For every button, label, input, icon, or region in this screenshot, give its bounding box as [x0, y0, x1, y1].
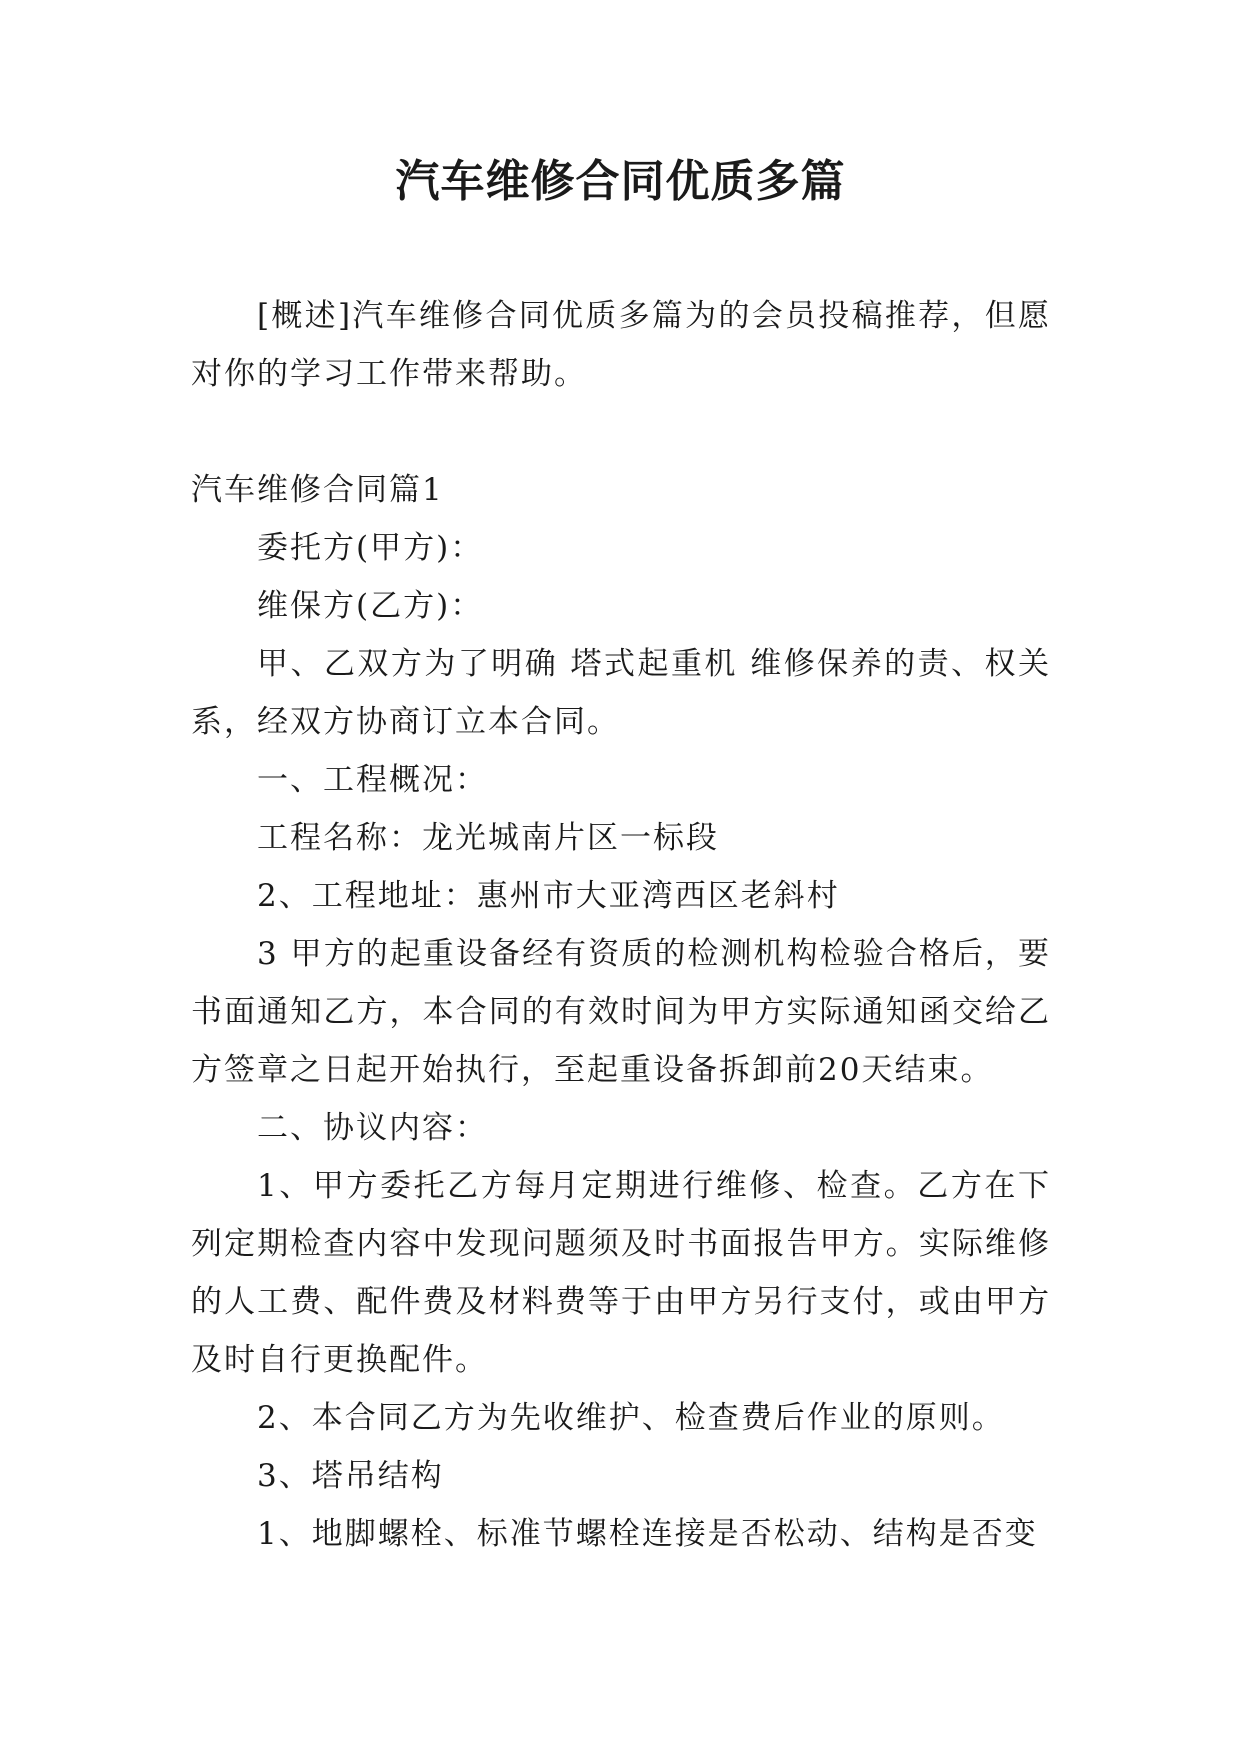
summary-paragraph: [概述]汽车维修合同优质多篇为的会员投稿推荐，但愿对你的学习工作带来帮助。: [191, 298, 1051, 392]
paragraph-project-name: 工程名称：龙光城南片区一标段: [257, 820, 719, 856]
paragraph-purpose: 甲、乙双方为了明确 塔式起重机 维修保养的责、权关系，经双方协商订立本合同。: [191, 646, 1051, 740]
paragraph-clause-1: 1、甲方委托乙方每月定期进行维修、检查。乙方在下列定期检查内容中发现问题须及时书面报告甲方。实际维修的人工费、配件费及材料费等于由甲方另行支付，或由甲方及时自行更换配件。: [191, 1168, 1051, 1378]
paragraph-validity: 3 甲方的起重设备经有资质的检测机构检验合格后，要书面通知乙方，本合同的有效时间为甲方实际通知函交给乙方签章之日起开始执行，至起重设备拆卸前20天结束。: [191, 936, 1051, 1088]
document-body: [191, 287, 1051, 1563]
document-title: 汽车维修合同优质多篇: [395, 156, 846, 207]
paragraph-client-party: 委托方(甲方)：: [257, 530, 484, 566]
section-heading: 汽车维修合同篇1: [191, 472, 444, 508]
paragraph-project-address: 2、工程地址：惠州市大亚湾西区老斜村: [257, 878, 840, 914]
paragraph-project-overview: 一、工程概况：: [257, 762, 488, 798]
paragraph-clause-3: 3、塔吊结构: [257, 1458, 444, 1494]
paragraph-sub-clause-1: 1、地脚螺栓、标准节螺栓连接是否松动、结构是否变: [257, 1516, 1038, 1552]
paragraph-clause-2: 2、本合同乙方为先收维护、检查费后作业的原则。: [257, 1400, 1005, 1436]
paragraph-maintainer-party: 维保方(乙方)：: [257, 588, 484, 624]
paragraph-agreement-content: 二、协议内容：: [257, 1110, 488, 1146]
